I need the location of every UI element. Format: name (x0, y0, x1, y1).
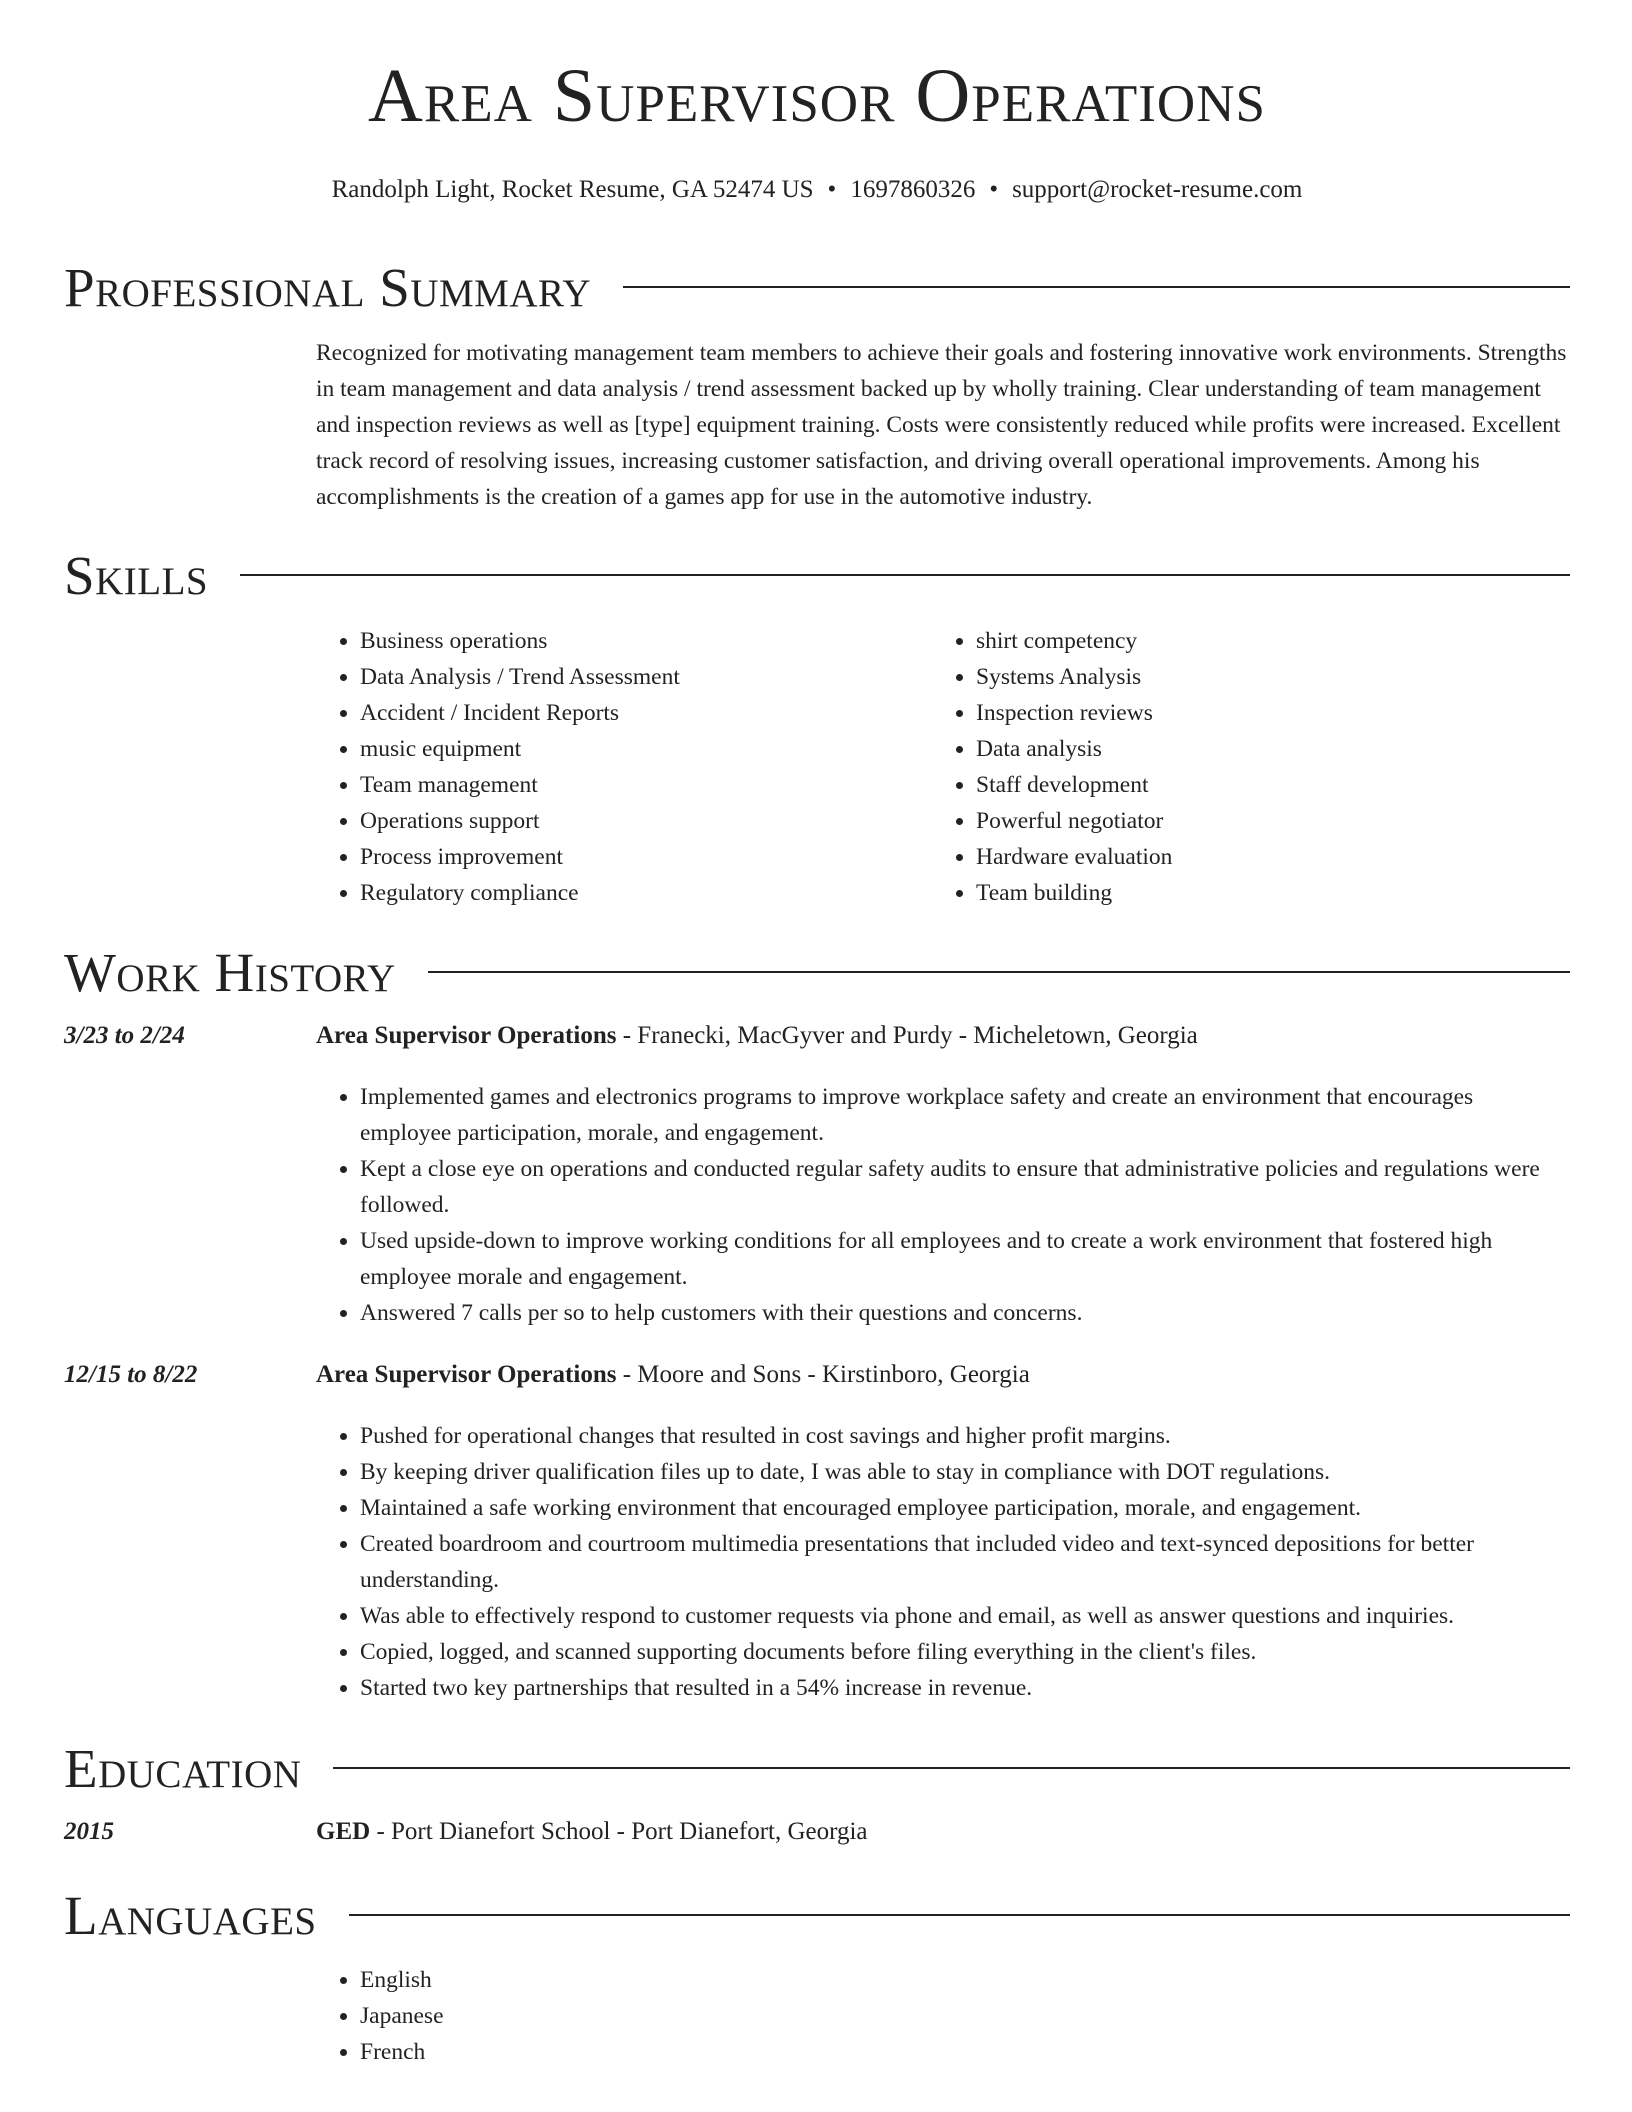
section-divider (240, 574, 1570, 576)
skill-item: • Team management (360, 767, 932, 803)
section-divider (623, 286, 1570, 288)
section-divider (349, 1914, 1570, 1916)
languages-list (316, 1962, 1570, 2070)
skill-item: • Regulatory compliance (360, 875, 932, 911)
skill-item: • Process improvement (360, 839, 932, 875)
job-bullet: • By keeping driver qualification files up to date, I was able to stay in compliance with DOT regulations. (360, 1454, 1570, 1490)
job-details: - Moore and Sons - Kirstinboro, Georgia (616, 1361, 1030, 1388)
job-bullet: • Was able to effectively respond to customer requests via phone and email, as well as answer questions and inquiries. (360, 1598, 1570, 1634)
section-title: Work History (64, 941, 396, 1003)
skill-item: • Inspection reviews (976, 695, 1548, 731)
skills-column-right (932, 623, 1548, 911)
language-item: • French (360, 2034, 1570, 2070)
job-bullet: • Kept a close eye on operations and conducted regular safety audits to ensure that administrative policies and regulations were followed. (360, 1151, 1570, 1223)
education-year: 2015 (64, 1818, 114, 1845)
education-heading (316, 1814, 1570, 1850)
skills-block (316, 623, 1570, 911)
skills-list-left (316, 623, 932, 911)
skills-columns (316, 623, 1570, 911)
skill-item: • Hardware evaluation (976, 839, 1548, 875)
job-bullet: • Maintained a safe working environment that encouraged employee participation, morale, and engagement. (360, 1490, 1570, 1526)
job-title: Area Supervisor Operations (316, 1361, 617, 1388)
job-dates: 3/23 to 2/24 (64, 1022, 185, 1049)
job-bullets (316, 1418, 1570, 1706)
job-bullet: • Pushed for operational changes that resulted in cost savings and higher profit margins. (360, 1418, 1570, 1454)
section-divider (333, 1767, 1570, 1769)
education-entry (316, 1814, 1570, 1850)
resume-title: Area Supervisor Operations (368, 54, 1266, 138)
skill-item: • Data analysis (976, 731, 1548, 767)
skill-item: • Business operations (360, 623, 932, 659)
skills-list-right (932, 623, 1548, 911)
skill-item: • Data Analysis / Trend Assessment (360, 659, 932, 695)
contact-separator: • (989, 176, 999, 203)
job-details: - Franecki, MacGyver and Purdy - Micheletown, Georgia (616, 1022, 1198, 1049)
education-details: - Port Dianefort School - Port Dianefort, Georgia (370, 1818, 868, 1845)
resume-page (64, 0, 1570, 2112)
job-bullet: • Used upside-down to improve working conditions for all employees and to create a work environment that fostered high employee morale and engagement. (360, 1223, 1570, 1295)
job-entry (316, 1018, 1570, 1054)
job-title: Area Supervisor Operations (316, 1022, 617, 1049)
section-heading-summary (64, 255, 1570, 319)
skill-item: • Powerful negotiator (976, 803, 1548, 839)
skill-item: • Operations support (360, 803, 932, 839)
section-heading-education (64, 1736, 1570, 1800)
summary-block (316, 335, 1570, 515)
job-bullet: • Created boardroom and courtroom multimedia presentations that included video and text-synced depositions for better understanding. (360, 1526, 1570, 1598)
languages-block (316, 1962, 1570, 2070)
section-title: Skills (64, 544, 209, 606)
skill-item: • Staff development (976, 767, 1548, 803)
contact-line (64, 175, 1570, 205)
contact-phone: 1697860326 (850, 176, 976, 203)
skills-column-left (316, 623, 932, 911)
job-bullets (316, 1079, 1570, 1331)
job-heading (316, 1018, 1570, 1054)
job-bullet: • Copied, logged, and scanned supporting documents before filing everything in the client's files. (360, 1634, 1570, 1670)
section-title: Languages (64, 1884, 317, 1946)
skill-item: • shirt competency (976, 623, 1548, 659)
language-item: • English (360, 1962, 1570, 1998)
job-bullet: • Started two key partnerships that resulted in a 54% increase in revenue. (360, 1670, 1570, 1706)
contact-email: support@rocket-resume.com (1012, 176, 1303, 203)
job-bullet: • Answered 7 calls per so to help customers with their questions and concerns. (360, 1295, 1570, 1331)
job-bullets-block (316, 1079, 1570, 1331)
skill-item: • music equipment (360, 731, 932, 767)
skill-item: • Systems Analysis (976, 659, 1548, 695)
section-title: Professional Summary (64, 256, 592, 318)
section-heading-skills (64, 543, 1570, 607)
section-title: Education (64, 1737, 302, 1799)
job-bullets-block (316, 1418, 1570, 1706)
section-divider (428, 971, 1570, 973)
job-bullet: • Implemented games and electronics programs to improve workplace safety and create an environment that encourages employee participation, morale, and engagement. (360, 1079, 1570, 1151)
section-heading-languages (64, 1883, 1570, 1947)
language-item: • Japanese (360, 1998, 1570, 2034)
job-entry (316, 1357, 1570, 1393)
section-heading-work (64, 940, 1570, 1004)
contact-address: Randolph Light, Rocket Resume, GA 52474 US (331, 176, 814, 203)
job-dates: 12/15 to 8/22 (64, 1361, 198, 1388)
summary-text: Recognized for motivating management team members to achieve their goals and fostering innovative work environments. Strengths in team management and data analysis / trend assessment backed up by wholly training. Clear understanding of team management and inspection reviews as well as [type] equipment training. Costs were consistently reduced while profits were increased. Excellent track record of resolving issues, increasing customer satisfaction, and driving overall operational improvements. Among his accomplishments is the creation of a games app for use in the automotive industry. (316, 340, 1567, 510)
job-heading (316, 1357, 1570, 1393)
education-degree: GED (316, 1818, 371, 1845)
skill-item: • Accident / Incident Reports (360, 695, 932, 731)
skill-item: • Team building (976, 875, 1548, 911)
contact-separator: • (827, 176, 837, 203)
